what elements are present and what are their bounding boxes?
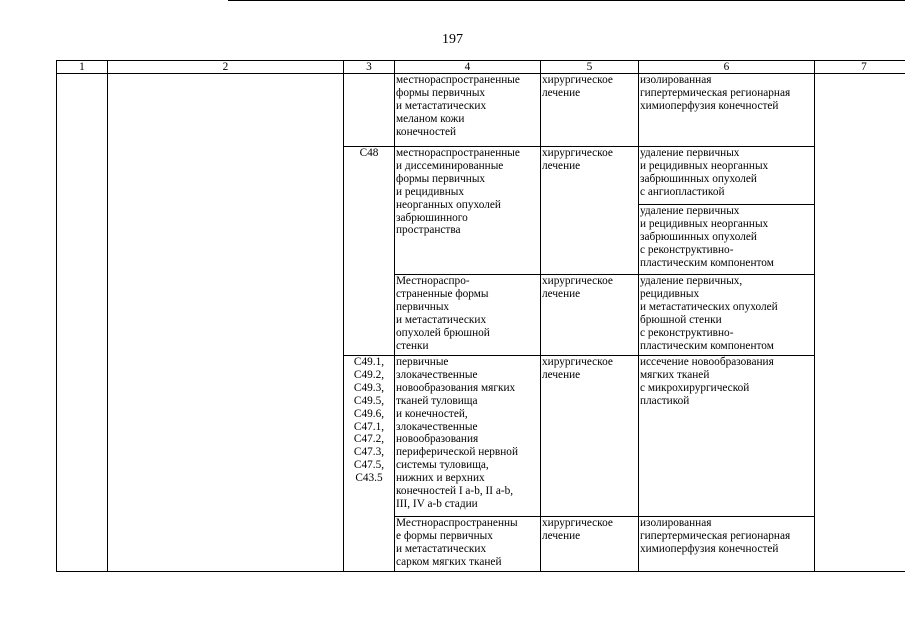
treatment-type-cell: хирургическое лечение <box>541 147 639 275</box>
method-cell: удаление первичных, рецидивных и метастатических опухолей брюшной стенки с реконструктивно- пластическим компонентом <box>639 275 815 356</box>
col-header-4: 4 <box>395 61 541 74</box>
cell-col1 <box>57 74 108 572</box>
method-cell: удаление первичных и рецидивных неорганных забрюшинных опухолей с реконструктивно- пластическим компонентом <box>639 205 815 275</box>
condition-cell: первичные злокачественные новообразования мягких тканей туловища и конечностей, злокачественные новообразования периферической нервной системы туловища, нижних и верхних конечностей I a-b, II a-b, III, IV a-b стадии <box>395 356 541 517</box>
icd-code-cell: C49.1, C49.2, C49.3, C49.5, C49.6, C47.1, C47.2, C47.3, C47.5, C43.5 <box>344 356 395 572</box>
treatment-type-cell: хирургическое лечение <box>541 356 639 517</box>
cell-col2 <box>108 74 344 572</box>
treatment-type-cell: хирургическое лечение <box>541 74 639 147</box>
icd-code-cell <box>344 74 395 147</box>
col-header-6: 6 <box>639 61 815 74</box>
method-cell: иссечение новообразования мягких тканей с микрохирургической пластикой <box>639 356 815 517</box>
condition-cell: Местнораспространенны е формы первичных и метастатических сарком мягких тканей <box>395 517 541 572</box>
treatment-type-cell: хирургическое лечение <box>541 517 639 572</box>
page-number: 197 <box>442 32 463 47</box>
table-row <box>57 74 905 147</box>
treatment-table <box>56 60 905 572</box>
cell-col7 <box>815 74 905 572</box>
condition-cell: местнораспространенные формы первичных и метастатических меланом кожи конечностей <box>395 74 541 147</box>
method-cell: изолированная гипертермическая регионарная химиоперфузия конечностей <box>639 517 815 572</box>
condition-cell: местнораспространенные и диссеминированные формы первичных и рецидивных неорганных опухолей забрюшинного пространства <box>395 147 541 275</box>
icd-code-cell: C48 <box>344 147 395 356</box>
col-header-7: 7 <box>815 61 905 74</box>
col-header-3: 3 <box>344 61 395 74</box>
header-row <box>57 61 905 74</box>
condition-cell: Местнораспро- страненные формы первичных и метастатических опухолей брюшной стенки <box>395 275 541 356</box>
method-cell: изолированная гипертермическая регионарная химиоперфузия конечностей <box>639 74 815 147</box>
top-rule <box>228 0 905 1</box>
method-cell: удаление первичных и рецидивных неорганных забрюшинных опухолей с ангиопластикой <box>639 147 815 205</box>
col-header-5: 5 <box>541 61 639 74</box>
col-header-2: 2 <box>108 61 344 74</box>
col-header-1: 1 <box>57 61 108 74</box>
treatment-type-cell: хирургическое лечение <box>541 275 639 356</box>
